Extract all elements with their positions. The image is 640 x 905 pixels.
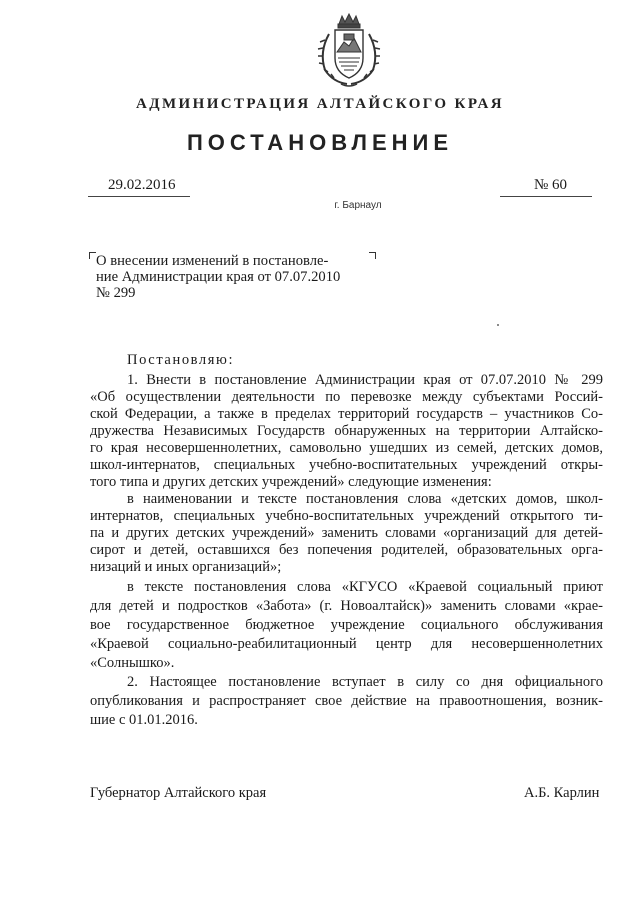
scan-speck [497,324,499,326]
document-type-heading: ПОСТАНОВЛЕНИЕ [186,130,454,155]
signer-name: А.Б. Карлин [524,785,600,801]
body-line: школ-интернатов, специальных учебно-воспитательных учреждений откры- [90,457,603,473]
document-date: 29.02.2016 [108,177,176,193]
city-label: г. Барнаул [334,200,382,211]
body-line: интернатов, специальных учебно-воспитательных учреждений открытого ти- [90,508,603,524]
body-line: вое государственное бюджетное учреждение социального обслуживания [90,617,603,633]
body-line: 2. Настоящее постановление вступает в силу со дня официального [127,674,603,690]
body-line: «Солнышко». [90,655,175,671]
body-line: ской Федерации, а также в пределах территорий государств – участников Со- [90,406,603,422]
body-line: «Об осуществлении деятельности по перевозке между субъектами Россий- [90,389,603,405]
document-number: № 60 [534,177,568,193]
subject-line: № 299 [96,285,136,301]
subject-line: О внесении изменений в постановле- [96,253,329,269]
signer-position: Губернатор Алтайского края [90,785,267,801]
coat-of-arms-emblem [311,12,387,90]
body-line: го края несовершеннолетних, самовольно ушедших из семей, детских домов, [90,440,603,456]
body-line: шие с 01.01.2016. [90,712,198,728]
body-line: 1. Внести в постановление Администрации края от 07.07.2010 № 299 [127,372,603,388]
body-line: для детей и подростков «Забота» (г. Новоалтайск)» заменить словами «крае- [90,598,603,614]
body-line: низаций и иных организаций»; [90,559,282,575]
subject-line: ние Администрации края от 07.07.2010 [96,269,341,285]
body-line: опубликования и распространяет свое действие на правоотношения, возник- [90,693,603,709]
body-line: сирот и детей, оставшихся без попечения родителей, образовательных орга- [90,542,603,558]
subject-bracket-right [369,252,376,259]
subject-bracket-left [89,252,96,259]
resolve-word: Постановляю: [127,352,235,368]
body-line: в тексте постановления слова «КГУСО «Краевой социальный приют [127,579,603,595]
body-line: «Краевой социально-реабилитационный центр для несовершеннолетних [90,636,603,652]
organization-title: АДМИНИСТРАЦИЯ АЛТАЙСКОГО КРАЯ [136,96,504,112]
body-line: дружества Независимых Государств обнаруженных на территории Алтайско- [90,423,603,439]
body-line: в наименовании и тексте постановления слова «детских домов, школ- [127,491,603,507]
body-line: па и других детских учреждений» заменить словами «организаций для детей- [90,525,603,541]
body-line: того типа и других детских учреждений» следующие изменения: [90,474,492,490]
